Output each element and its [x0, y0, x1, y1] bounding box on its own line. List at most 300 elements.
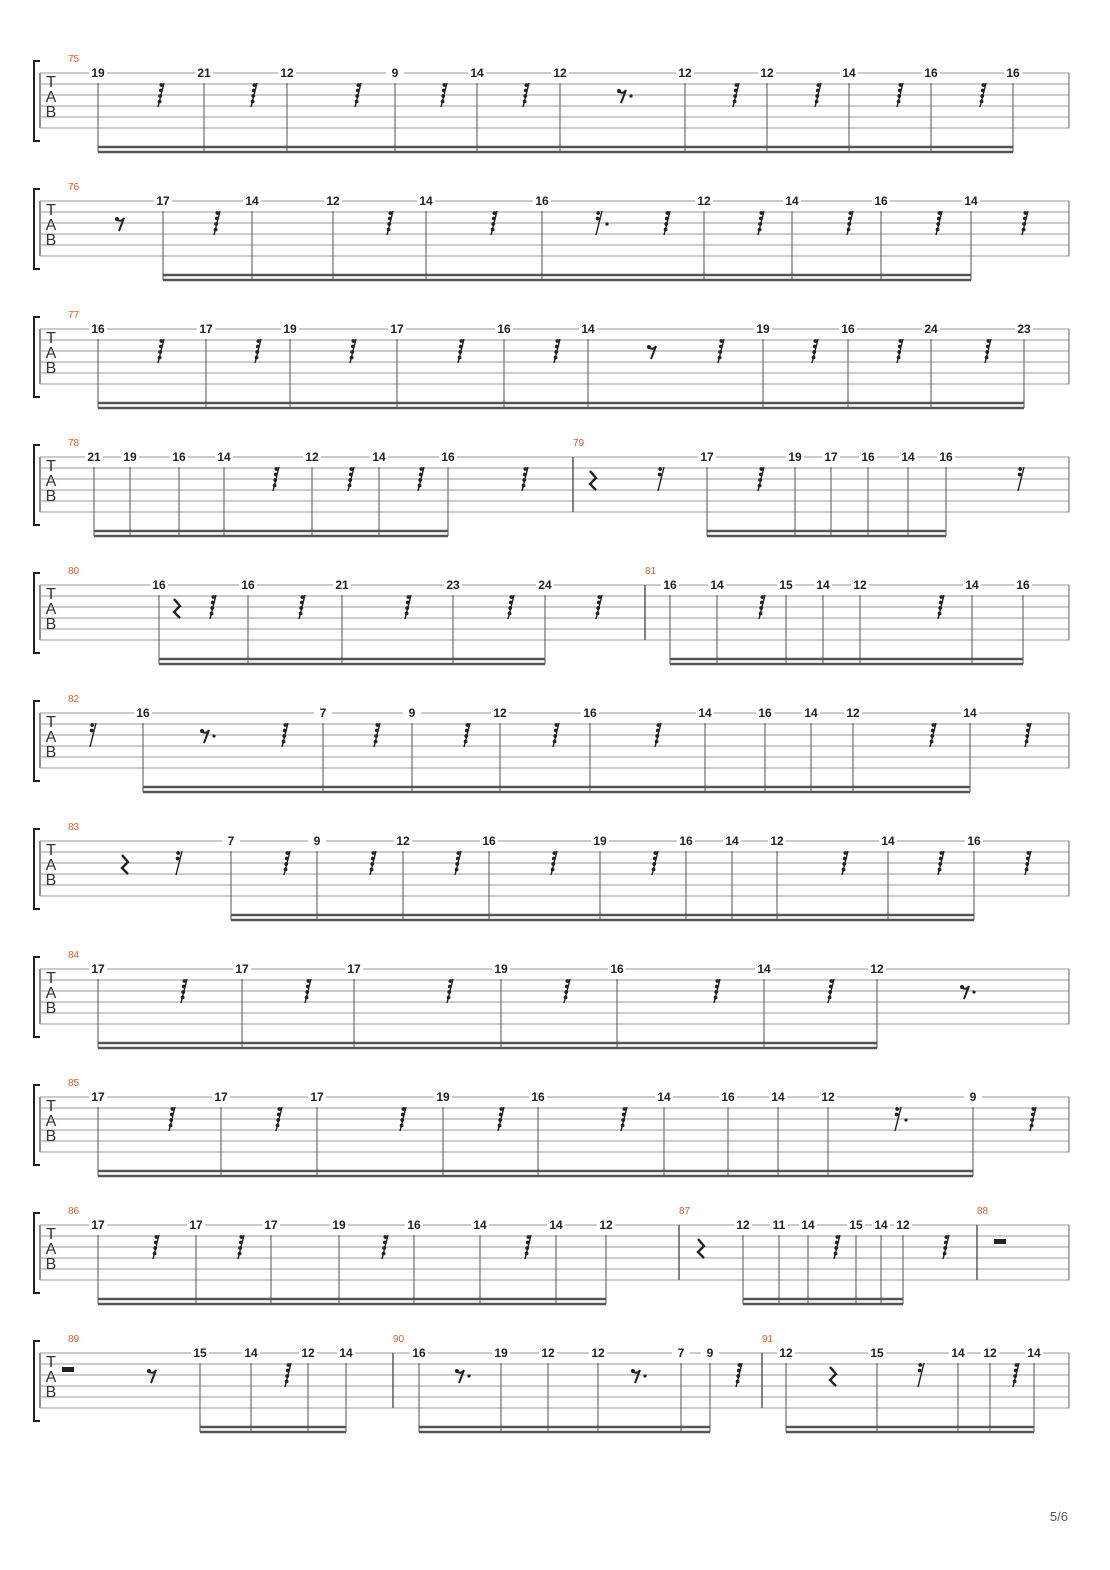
fret-number: 16 — [412, 1346, 426, 1360]
rest-dot — [830, 979, 834, 983]
rest-dot — [212, 595, 216, 599]
rest-dot — [455, 868, 459, 872]
rest-dot — [211, 601, 215, 605]
rest-dot — [255, 356, 259, 360]
rest-dot — [498, 1118, 502, 1122]
rest-dot — [407, 595, 411, 599]
fret-number: 17 — [199, 322, 213, 336]
fret-number: 16 — [841, 322, 855, 336]
rest-dot — [500, 1107, 504, 1111]
measure-number: 75 — [68, 54, 80, 65]
rest-dot — [1015, 1363, 1019, 1367]
rest-dot — [460, 339, 464, 343]
quarter-rest — [830, 1367, 836, 1386]
fret-number: 12 — [821, 1090, 835, 1104]
rest-dot — [90, 723, 94, 727]
rest-dot — [842, 868, 846, 872]
rest-dot — [169, 1118, 173, 1122]
system-bracket — [34, 701, 40, 781]
tab-clef-letter: B — [45, 360, 57, 377]
augmentation-dot — [605, 222, 608, 225]
rest-dot — [1025, 734, 1029, 738]
tab-system — [34, 438, 1069, 536]
system-bracket — [34, 829, 40, 909]
rest-dot — [936, 228, 940, 232]
fret-number: 14 — [757, 962, 771, 976]
rest-dot — [374, 740, 378, 744]
rest-dot — [182, 985, 186, 989]
rest-dot — [930, 734, 934, 738]
rest-dot — [987, 339, 991, 343]
rest-dot — [158, 350, 162, 354]
fret-number: 21 — [335, 578, 349, 592]
rest-dot — [944, 1241, 948, 1245]
rest-dot — [448, 985, 452, 989]
rest-dot — [1026, 857, 1030, 861]
rest-dot — [459, 345, 463, 349]
rest-dot — [285, 1380, 289, 1384]
rest-dot — [653, 857, 657, 861]
rest-dot — [1022, 228, 1026, 232]
tab-clef-letter: T — [46, 1226, 56, 1243]
rest-dot — [982, 83, 986, 87]
rest-dot — [551, 862, 555, 866]
rest-dot — [937, 217, 941, 221]
tab-system — [34, 1334, 1069, 1432]
whole-rest — [994, 1239, 1006, 1244]
fret-number: 16 — [1006, 66, 1020, 80]
rest-dot — [239, 1241, 243, 1245]
rest-dot — [238, 1252, 242, 1256]
rest-dot — [525, 1246, 529, 1250]
rest-dot — [1032, 1107, 1036, 1111]
rest-dot — [759, 217, 763, 221]
fret-number: 23 — [1017, 322, 1031, 336]
rest-dot — [834, 1246, 838, 1250]
fret-number: 24 — [924, 322, 938, 336]
rest-dot — [171, 1107, 175, 1111]
augmentation-dot — [643, 1374, 646, 1377]
quarter-rest — [590, 471, 596, 490]
rest-dot — [527, 1235, 531, 1239]
fret-number: 14 — [339, 1346, 353, 1360]
fret-number: 14 — [710, 578, 724, 592]
fret-number: 16 — [758, 706, 772, 720]
rest-dot — [655, 740, 659, 744]
rest-dot — [300, 601, 304, 605]
fret-number: 19 — [494, 962, 508, 976]
tab-clef-letter: A — [45, 1241, 57, 1258]
rest-dot — [158, 356, 162, 360]
rest-dot — [147, 1369, 151, 1373]
fret-number: 16 — [939, 450, 953, 464]
fret-number: 14 — [244, 1346, 258, 1360]
rest-dot — [1027, 723, 1031, 727]
rest-dot — [666, 211, 670, 215]
rest-dot — [930, 740, 934, 744]
rest-dot — [305, 996, 309, 1000]
rest-dot — [400, 1124, 404, 1128]
rest-dot — [348, 484, 352, 488]
augmentation-dot — [904, 1118, 907, 1121]
rest-dot — [938, 211, 942, 215]
rest-dot — [812, 350, 816, 354]
rest-dot — [255, 350, 259, 354]
rest-dot — [897, 350, 901, 354]
tab-system — [34, 54, 1069, 152]
fret-number: 16 — [91, 322, 105, 336]
fret-number: 12 — [760, 66, 774, 80]
fret-number: 21 — [87, 450, 101, 464]
fret-number: 19 — [332, 1218, 346, 1232]
fret-number: 14 — [549, 1218, 563, 1232]
measure-number: 76 — [68, 182, 80, 193]
rest-dot — [214, 228, 218, 232]
rest-dot — [443, 83, 447, 87]
fret-number: 17 — [91, 1218, 105, 1232]
rest-dot — [1025, 862, 1029, 866]
fret-number: 16 — [152, 578, 166, 592]
fret-number: 12 — [326, 194, 340, 208]
measure-number: 84 — [68, 950, 80, 961]
rest-dot — [355, 94, 359, 98]
system-bracket — [34, 317, 40, 397]
rest-dot — [405, 612, 409, 616]
rest-dot — [251, 100, 255, 104]
rest-dot — [442, 89, 446, 93]
rest-dot — [940, 595, 944, 599]
rest-dot — [652, 868, 656, 872]
fret-number: 14 — [470, 66, 484, 80]
rest-dot — [159, 89, 163, 93]
rest-dot — [455, 1369, 459, 1373]
rest-dot — [210, 612, 214, 616]
rest-dot — [525, 1252, 529, 1256]
rest-dot — [981, 89, 985, 93]
rest-dot — [299, 606, 303, 610]
fret-number: 14 — [816, 578, 830, 592]
fret-number: 12 — [697, 194, 711, 208]
rest-dot — [418, 478, 422, 482]
rest-dot — [598, 595, 602, 599]
rest-dot — [596, 217, 600, 221]
tab-clef-letter: A — [45, 1113, 57, 1130]
rest-dot — [945, 1235, 949, 1239]
rest-dot — [499, 1113, 503, 1117]
rest-dot — [276, 1118, 280, 1122]
augmentation-dot — [467, 1374, 470, 1377]
rest-dot — [985, 356, 989, 360]
rest-dot — [555, 723, 559, 727]
augmentation-dot — [972, 990, 975, 993]
rest-dot — [372, 851, 376, 855]
rest-dot — [658, 467, 662, 471]
fret-number: 19 — [436, 1090, 450, 1104]
fret-number: 7 — [319, 706, 327, 720]
rest-dot — [943, 1252, 947, 1256]
fret-number: 12 — [853, 578, 867, 592]
fret-number: 19 — [756, 322, 770, 336]
tab-clef-letter: T — [46, 330, 56, 347]
fret-number: 16 — [241, 578, 255, 592]
rest-dot — [1025, 740, 1029, 744]
fret-number: 16 — [482, 834, 496, 848]
rest-dot — [181, 990, 185, 994]
rest-dot — [256, 345, 260, 349]
fret-number: 14 — [217, 450, 231, 464]
rest-dot — [718, 350, 722, 354]
system-bracket — [34, 1341, 40, 1421]
fret-number: 15 — [779, 578, 793, 592]
rest-dot — [524, 467, 528, 471]
rest-dot — [759, 473, 763, 477]
rest-dot — [565, 985, 569, 989]
rest-dot — [564, 996, 568, 1000]
rest-dot — [169, 1124, 173, 1128]
rest-dot — [758, 478, 762, 482]
rest-dot — [1018, 467, 1022, 471]
rest-dot — [286, 1369, 290, 1373]
fret-number: 16 — [1016, 578, 1030, 592]
rest-dot — [555, 345, 559, 349]
measure-number: 82 — [68, 694, 80, 705]
rest-dot — [899, 83, 903, 87]
rest-dot — [158, 100, 162, 104]
rest-dot — [848, 217, 852, 221]
rest-dot — [1030, 1118, 1034, 1122]
tab-clef-letter: T — [46, 74, 56, 91]
rest-dot — [566, 979, 570, 983]
rest-dot — [420, 467, 424, 471]
rest-dot — [238, 1246, 242, 1250]
fret-number: 16 — [924, 66, 938, 80]
rest-dot — [1031, 1113, 1035, 1117]
fret-number: 14 — [372, 450, 386, 464]
rest-dot — [652, 862, 656, 866]
rest-dot — [253, 83, 257, 87]
rest-dot — [278, 1107, 282, 1111]
rest-dot — [564, 990, 568, 994]
rest-dot — [375, 729, 379, 733]
rest-dot — [492, 217, 496, 221]
rest-dot — [388, 217, 392, 221]
rest-dot — [176, 851, 180, 855]
rest-dot — [306, 985, 310, 989]
rest-dot — [525, 83, 529, 87]
tab-system — [34, 1078, 1069, 1176]
page-number: 5/6 — [1049, 1509, 1068, 1524]
rest-dot — [257, 339, 261, 343]
fret-number: 12 — [396, 834, 410, 848]
rest-dot — [658, 473, 662, 477]
rest-dot — [758, 222, 762, 226]
augmentation-dot — [212, 734, 215, 737]
fret-number: 12 — [870, 962, 884, 976]
rest-dot — [932, 723, 936, 727]
fret-number: 19 — [91, 66, 105, 80]
fret-number: 17 — [390, 322, 404, 336]
fret-number: 16 — [861, 450, 875, 464]
rest-dot — [621, 1118, 625, 1122]
fret-number: 19 — [494, 1346, 508, 1360]
rest-dot — [352, 339, 356, 343]
fret-number: 12 — [846, 706, 860, 720]
rest-dot — [938, 606, 942, 610]
fret-number: 15 — [870, 1346, 884, 1360]
rest-dot — [458, 356, 462, 360]
fret-number: 17 — [156, 194, 170, 208]
rest-dot — [657, 723, 661, 727]
fret-number: 14 — [804, 706, 818, 720]
rest-dot — [760, 601, 764, 605]
tab-clef-letter: A — [45, 985, 57, 1002]
rest-dot — [733, 94, 737, 98]
rest-dot — [828, 996, 832, 1000]
system-bracket — [34, 1213, 40, 1293]
rest-dot — [617, 89, 621, 93]
rest-dot — [829, 985, 833, 989]
system-bracket — [34, 1085, 40, 1165]
rest-dot — [812, 356, 816, 360]
rest-dot — [350, 350, 354, 354]
rest-dot — [307, 979, 311, 983]
measure-number: 78 — [68, 438, 80, 449]
fret-number: 9 — [408, 706, 416, 720]
fret-number: 12 — [678, 66, 692, 80]
tab-clef-letter: A — [45, 345, 57, 362]
fret-number: 16 — [967, 834, 981, 848]
rest-dot — [200, 729, 204, 733]
rest-dot — [835, 1241, 839, 1245]
tab-clef-letter: B — [45, 488, 57, 505]
rest-dot — [553, 740, 557, 744]
tab-clef-letter: B — [45, 616, 57, 633]
rest-dot — [273, 484, 277, 488]
rest-dot — [215, 217, 219, 221]
rest-dot — [115, 217, 119, 221]
fret-number: 17 — [91, 1090, 105, 1104]
rest-dot — [523, 473, 527, 477]
whole-rest — [62, 1367, 74, 1372]
rest-dot — [814, 339, 818, 343]
rest-dot — [980, 94, 984, 98]
fret-number: 14 — [698, 706, 712, 720]
rest-dot — [718, 356, 722, 360]
fret-number: 14 — [963, 706, 977, 720]
tab-clef-letter: T — [46, 458, 56, 475]
rest-dot — [357, 83, 361, 87]
rest-dot — [897, 356, 901, 360]
rest-dot — [1030, 1124, 1034, 1128]
rest-dot — [1018, 473, 1022, 477]
rest-dot — [621, 1124, 625, 1128]
rest-dot — [522, 484, 526, 488]
rest-dot — [455, 862, 459, 866]
fret-number: 12 — [983, 1346, 997, 1360]
rest-dot — [665, 217, 669, 221]
rest-dot — [1014, 1369, 1018, 1373]
rest-dot — [405, 606, 409, 610]
rest-dot — [597, 601, 601, 605]
rest-dot — [938, 862, 942, 866]
rest-dot — [760, 211, 764, 215]
tab-clef-letter: B — [45, 872, 57, 889]
rest-dot — [383, 1241, 387, 1245]
tab-clef-letter: T — [46, 714, 56, 731]
fret-number: 11 — [772, 1218, 786, 1232]
rest-dot — [738, 1363, 742, 1367]
rest-dot — [509, 601, 513, 605]
rest-dot — [457, 851, 461, 855]
augmentation-dot — [629, 94, 632, 97]
fret-number: 17 — [700, 450, 714, 464]
fret-number: 21 — [197, 66, 211, 80]
rest-dot — [849, 211, 853, 215]
rest-dot — [554, 729, 558, 733]
tab-clef-letter: T — [46, 202, 56, 219]
rest-dot — [938, 612, 942, 616]
tab-clef-letter: B — [45, 1384, 57, 1401]
fret-number: 14 — [801, 1218, 815, 1232]
rest-dot — [760, 467, 764, 471]
measure-number: 79 — [573, 438, 585, 449]
tab-clef-letter: T — [46, 970, 56, 987]
rest-dot — [596, 612, 600, 616]
rest-dot — [960, 985, 964, 989]
rest-dot — [816, 89, 820, 93]
rest-dot — [1026, 729, 1030, 733]
rest-dot — [400, 1118, 404, 1122]
rest-dot — [1025, 868, 1029, 872]
rest-dot — [938, 868, 942, 872]
fret-number: 16 — [172, 450, 186, 464]
rest-dot — [836, 1235, 840, 1239]
rest-dot — [943, 1246, 947, 1250]
rest-dot — [523, 94, 527, 98]
rest-dot — [664, 222, 668, 226]
fret-number: 14 — [874, 1218, 888, 1232]
rest-dot — [980, 100, 984, 104]
rest-dot — [815, 94, 819, 98]
rest-dot — [285, 1374, 289, 1378]
rest-dot — [464, 740, 468, 744]
fret-number: 15 — [849, 1218, 863, 1232]
fret-number: 16 — [583, 706, 597, 720]
measure-number: 89 — [68, 1334, 80, 1345]
rest-dot — [276, 1124, 280, 1128]
rest-dot — [510, 595, 514, 599]
rest-dot — [419, 473, 423, 477]
rest-dot — [183, 979, 187, 983]
rest-dot — [387, 228, 391, 232]
fret-number: 16 — [497, 322, 511, 336]
tab-clef-letter: T — [46, 1354, 56, 1371]
fret-number: 14 — [581, 322, 595, 336]
rest-dot — [348, 478, 352, 482]
rest-dot — [719, 345, 723, 349]
fret-number: 17 — [347, 962, 361, 976]
rest-dot — [449, 979, 453, 983]
fret-number: 12 — [280, 66, 294, 80]
fret-number: 17 — [189, 1218, 203, 1232]
rest-dot — [155, 1235, 159, 1239]
rest-dot — [813, 345, 817, 349]
fret-number: 12 — [770, 834, 784, 848]
system-bracket — [34, 957, 40, 1037]
rest-dot — [817, 83, 821, 87]
rest-dot — [596, 606, 600, 610]
rest-dot — [370, 862, 374, 866]
